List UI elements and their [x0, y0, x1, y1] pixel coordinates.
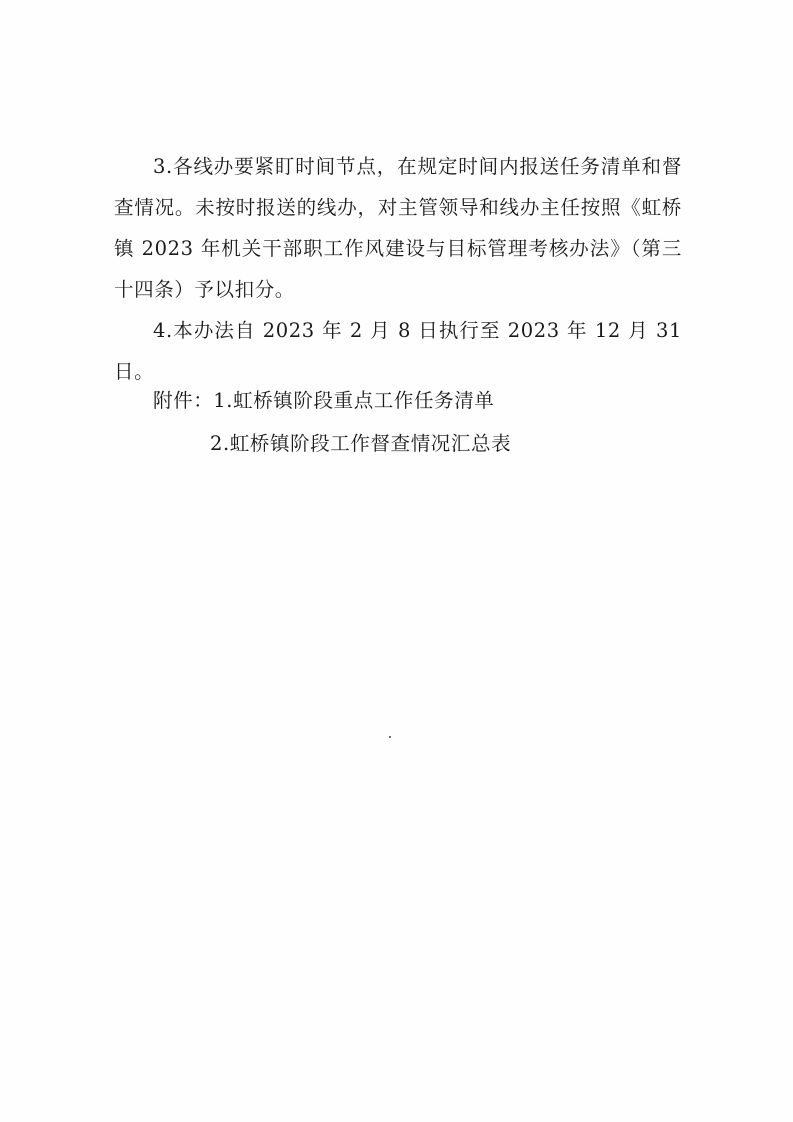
document-body [114, 146, 682, 392]
attachment-line-1: 附件：1.虹桥镇阶段重点工作任务清单 [153, 389, 495, 412]
attachment-line-2: 2.虹桥镇阶段工作督查情况汇总表 [210, 432, 512, 455]
paragraph-item-4: 4.本办法自 2023 年 2 月 8 日执行至 2023 年 12 月 31 日。 [114, 319, 682, 383]
paragraph-item-3: 3.各线办要紧盯时间节点，在规定时间内报送任务清单和督查情况。未按时报送的线办，对主管领导和线办主任按照《虹桥镇 2023 年机关干部职工作风建设与目标管理考核办法》（第三十四条）予以扣分。 [114, 155, 682, 301]
scan-speck [389, 736, 391, 738]
